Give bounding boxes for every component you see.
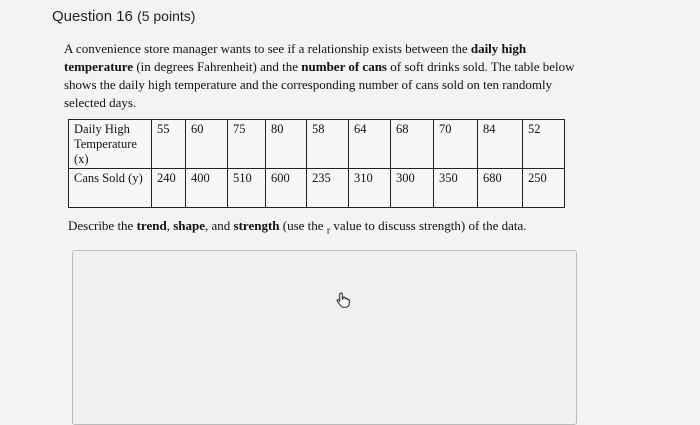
question-prompt [64,40,584,112]
table-cell: 235 [307,169,349,208]
table-cell: 70 [434,120,478,169]
table-cell: 510 [228,169,266,208]
question-title [52,8,195,25]
table-cell: 84 [478,120,523,169]
answer-textarea[interactable] [72,250,577,425]
describe-text-1: Describe the [68,218,137,233]
table-cell: 240 [152,169,186,208]
describe-text-3: , and [205,218,234,233]
table-cell: 680 [478,169,523,208]
table-row-cans [69,169,565,208]
table-cell: 250 [523,169,565,208]
prompt-bold-cans: number of cans [301,59,387,74]
hand-pointer-icon [336,292,350,312]
describe-r-symbol: r [326,225,331,237]
describe-instruction [68,218,527,237]
prompt-text-1: A convenience store manager wants to see if a relationship exists between the [64,41,471,56]
describe-text-4: (use the [279,218,327,233]
describe-text-2: , [166,218,174,233]
table-cell: 300 [391,169,434,208]
describe-bold-strength: strength [233,218,280,233]
table-cell: 310 [349,169,391,208]
table-cell: 600 [266,169,307,208]
question-number: Question 16 [52,8,133,25]
question-points: (5 points) [137,8,196,24]
table-cell: 400 [186,169,228,208]
prompt-text-3: of soft drinks sold. The table below shows the daily high temperature and the corresponding number of cans sold on ten randomly selected days. [64,59,575,110]
table-row-temperature [69,120,565,169]
table-cell: 64 [349,120,391,169]
data-table [68,119,565,208]
describe-text-5: value to discuss strength) of the data. [330,218,527,233]
table-header-temperature: Daily High Temperature (x) [69,120,152,169]
table-cell: 80 [266,120,307,169]
table-cell: 350 [434,169,478,208]
prompt-bold-temperature: daily high temperature [64,41,527,74]
table-cell: 55 [152,120,186,169]
prompt-text-2: (in degrees Fahrenheit) and the [133,59,302,74]
table-cell: 58 [307,120,349,169]
describe-bold-shape: shape [173,218,205,233]
table-header-cans: Cans Sold (y) [69,169,152,208]
table-cell: 75 [228,120,266,169]
describe-bold-trend: trend [136,218,167,233]
table-cell: 68 [391,120,434,169]
table-cell: 60 [186,120,228,169]
table-cell: 52 [523,120,565,169]
